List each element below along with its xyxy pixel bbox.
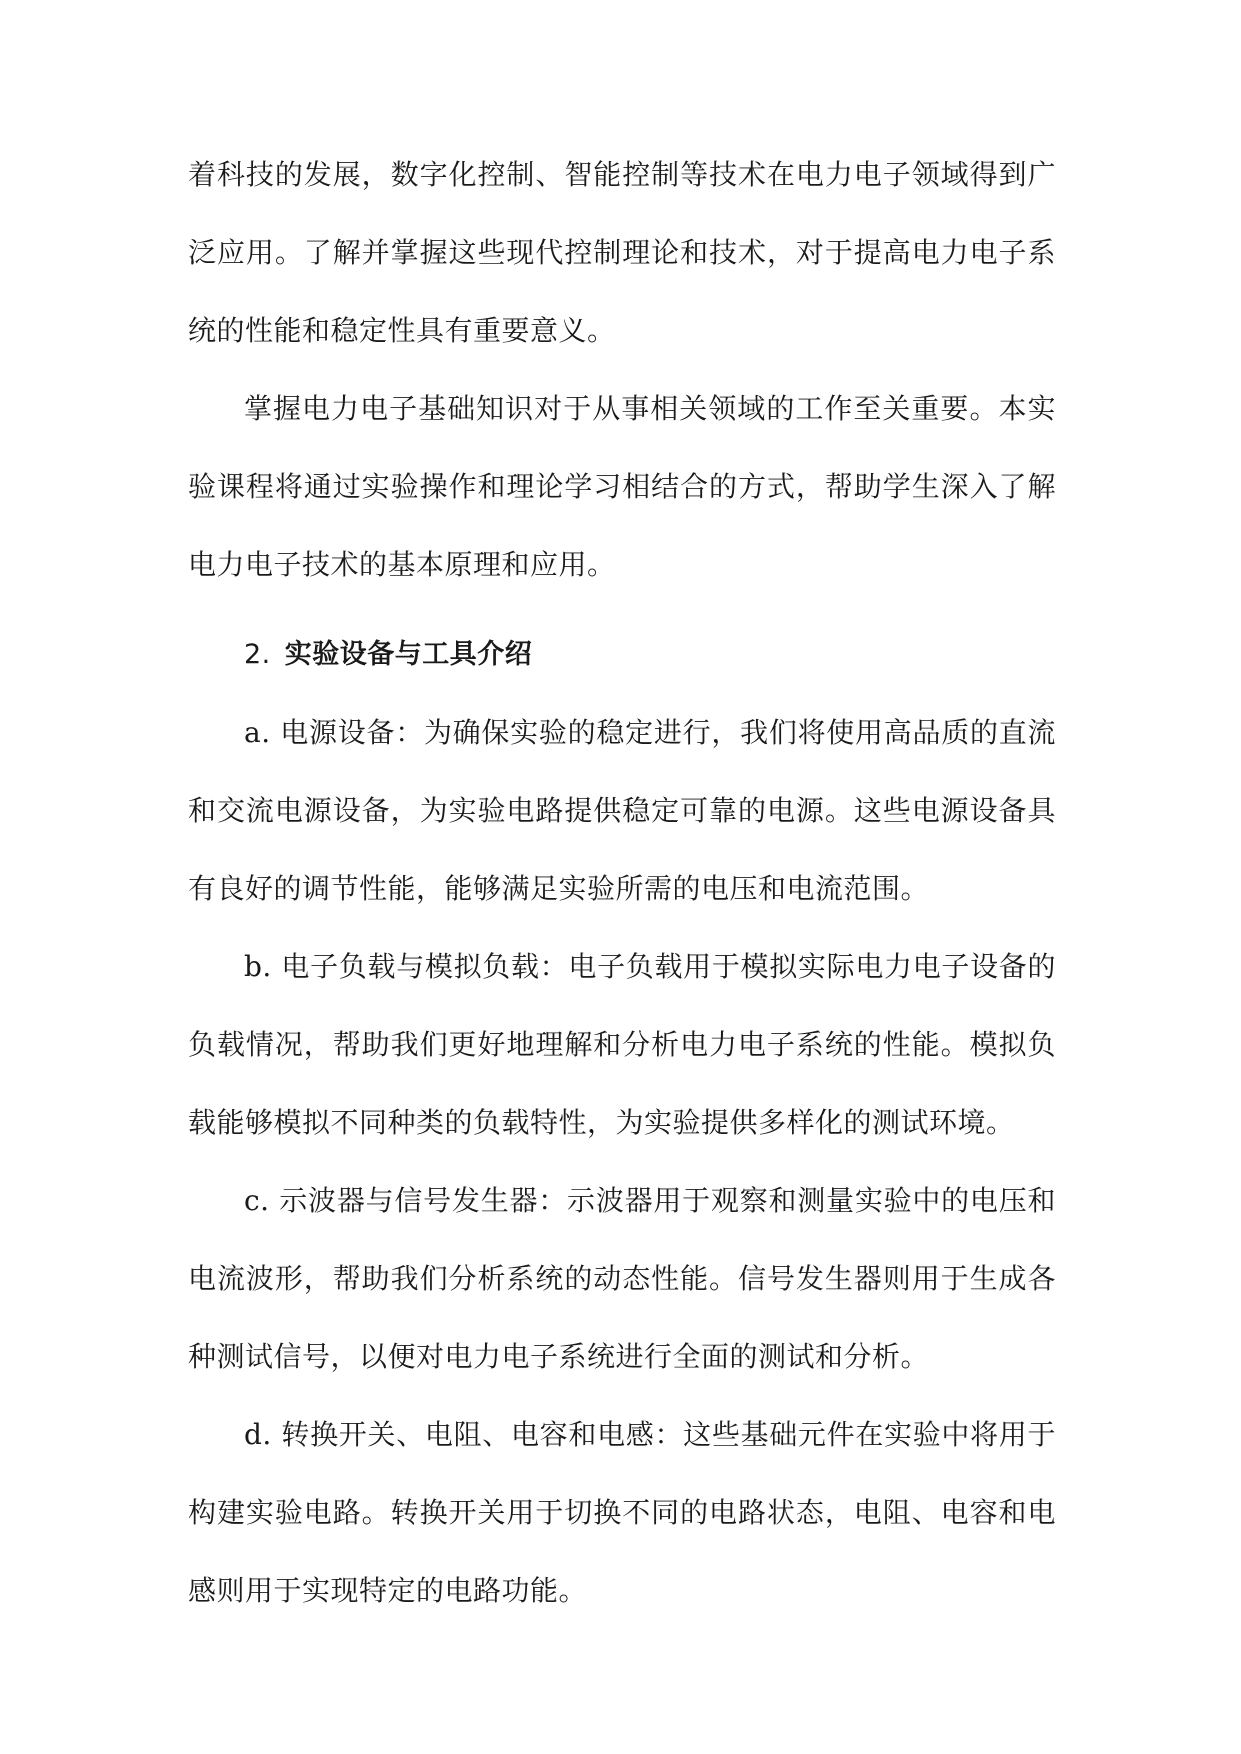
list-item-power-supply: a. 电源设备：为确保实验的稳定进行，我们将使用高品质的直流和交流电源设备，为实验电路提供稳定可靠的电源。这些电源设备具有良好的调节性能，能够满足实验所需的电压和电流范围。 (188, 716, 1056, 905)
section-title: 实验设备与工具介绍 (284, 639, 533, 670)
list-item-electronic-load: b. 电子负载与模拟负载：电子负载用于模拟实际电力电子设备的负载情况，帮助我们更好地理解和分析电力电子系统的性能。模拟负载能够模拟不同种类的负载特性，为实验提供多样化的测试环境。 (188, 950, 1056, 1139)
page-body (188, 136, 1056, 1630)
list-item-oscilloscope: c. 示波器与信号发生器：示波器用于观察和测量实验中的电压和电流波形，帮助我们分析系统的动态性能。信号发生器则用于生成各种测试信号，以便对电力电子系统进行全面的测试和分析。 (188, 1184, 1056, 1373)
list-item-components: d. 转换开关、电阻、电容和电感：这些基础元件在实验中将用于构建实验电路。转换开关用于切换不同的电路状态，电阻、电容和电感则用于实现特定的电路功能。 (188, 1418, 1056, 1607)
section-spacer (188, 604, 1056, 616)
body-paragraph: 掌握电力电子基础知识对于从事相关领域的工作至关重要。本实验课程将通过实验操作和理论学习相结合的方式，帮助学生深入了解电力电子技术的基本原理和应用。 (188, 392, 1056, 581)
continuation-paragraph: 着科技的发展，数字化控制、智能控制等技术在电力电子领域得到广泛应用。了解并掌握这些现代控制理论和技术，对于提高电力电子系统的性能和稳定性具有重要意义。 (188, 158, 1056, 347)
section-number: 2. (244, 639, 271, 670)
section-heading (188, 616, 1056, 694)
